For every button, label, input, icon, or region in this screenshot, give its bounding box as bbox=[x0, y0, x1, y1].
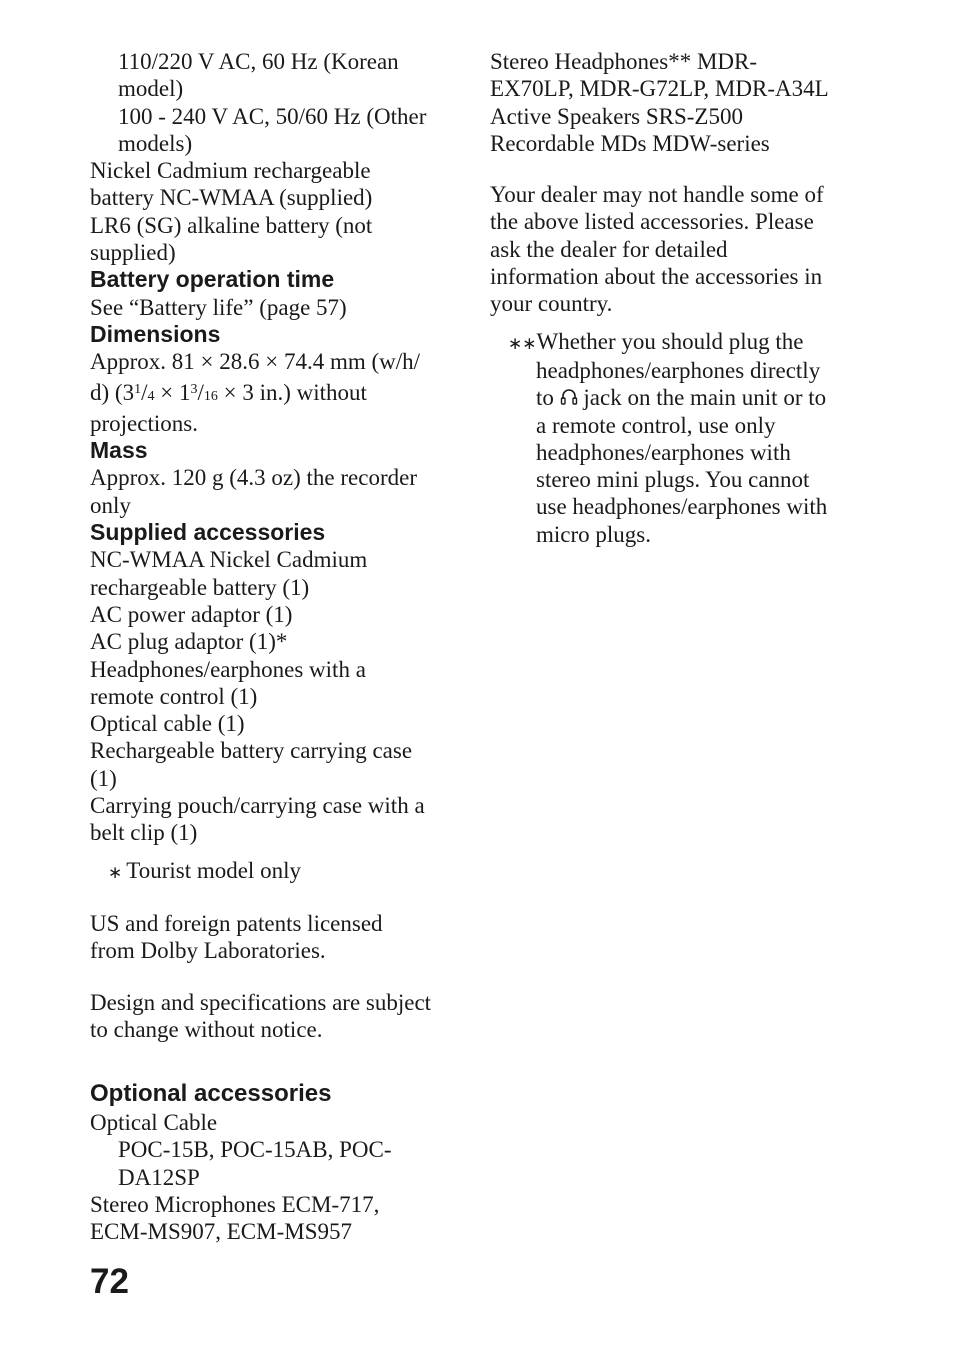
page-number: 72 bbox=[90, 1262, 129, 1301]
dimensions-prefix: d) (3 bbox=[90, 379, 135, 405]
mass-line1: Approx. 120 g (4.3 oz) the recorder bbox=[90, 465, 417, 491]
footnote-line: headphones/earphones with bbox=[536, 439, 791, 465]
power-other-line2: models) bbox=[118, 130, 193, 156]
fraction1-denominator: 4 bbox=[147, 388, 155, 404]
headphone-jack-icon bbox=[560, 388, 578, 406]
footnote-line: headphones/earphones directly bbox=[536, 357, 821, 383]
spacer bbox=[90, 965, 448, 989]
supplied-item: AC plug adaptor (1)* bbox=[90, 629, 288, 655]
spacer bbox=[90, 1043, 448, 1079]
microphones-line1: Stereo Microphones ECM-717, bbox=[90, 1191, 380, 1217]
design-line2: to change without notice. bbox=[90, 1016, 323, 1042]
footnote-star: ∗ bbox=[108, 862, 123, 882]
supplied-item: AC power adaptor (1) bbox=[90, 601, 293, 627]
battery-nicd-line1: Nickel Cadmium rechargeable bbox=[90, 158, 371, 184]
supplied-item: rechargeable battery (1) bbox=[90, 574, 310, 600]
footnote-line: stereo mini plugs. You cannot bbox=[536, 467, 810, 493]
battery-time-text: See “Battery life” (page 57) bbox=[90, 294, 347, 320]
dimensions-mid: × 1 bbox=[154, 379, 191, 405]
footnote-jack-text: jack on the main unit or to bbox=[583, 385, 827, 411]
dealer-note-line: information about the accessories in bbox=[490, 264, 823, 290]
dealer-note-line: your country. bbox=[490, 291, 613, 317]
accessory-line: Active Speakers SRS-Z500 bbox=[490, 103, 743, 129]
footnote-marker: ∗∗ bbox=[508, 333, 537, 353]
supplied-item: Headphones/earphones with a bbox=[90, 656, 366, 682]
accessory-line: Recordable MDs MDW-series bbox=[490, 130, 770, 156]
dimensions-line2: d) ($3^1/4 \times 1^3/16 \times 3$ in.) without bbox=[90, 379, 367, 405]
patents-line1: US and foreign patents licensed bbox=[90, 910, 383, 936]
optical-cable-label: Optical Cable bbox=[90, 1110, 218, 1136]
dimensions-line1: Approx. 81 × 28.6 × 74.4 mm (w/h/ bbox=[90, 349, 421, 375]
fraction2-denominator: 16 bbox=[203, 388, 218, 404]
tourist-footnote bbox=[90, 857, 448, 886]
spacer bbox=[90, 886, 448, 910]
fraction2-numerator: 3 bbox=[190, 381, 198, 397]
optical-models-line1: POC-15B, POC-15AB, POC- bbox=[118, 1137, 392, 1163]
fraction1-numerator: 1 bbox=[134, 381, 142, 397]
battery-time-heading: Battery operation time bbox=[90, 266, 335, 293]
supplied-item: Rechargeable battery carrying case bbox=[90, 738, 413, 764]
power-korean-line1: 110/220 V AC, 60 Hz (Korean bbox=[118, 49, 399, 74]
battery-lr6-line2: supplied) bbox=[90, 240, 176, 266]
footnote-text: Tourist model only bbox=[126, 857, 301, 883]
dealer-note-line: the above listed accessories. Please bbox=[490, 209, 814, 235]
spacer bbox=[490, 318, 850, 328]
mass-line2: only bbox=[90, 492, 131, 518]
left-column bbox=[90, 48, 448, 1246]
footnote-line: micro plugs. bbox=[536, 521, 651, 547]
microphones-line2: ECM-MS907, ECM-MS957 bbox=[90, 1219, 352, 1245]
accessory-line: Stereo Headphones** MDR- bbox=[490, 49, 758, 74]
footnote-to: to bbox=[536, 385, 554, 411]
power-korean-line2: model) bbox=[118, 76, 184, 102]
optional-accessories-heading: Optional accessories bbox=[90, 1080, 332, 1108]
dimensions-heading: Dimensions bbox=[90, 320, 221, 347]
supplied-item: Optical cable (1) bbox=[90, 711, 245, 737]
power-other-line1: 100 - 240 V AC, 50/60 Hz (Other bbox=[118, 103, 427, 129]
battery-nicd-line2: battery NC-WMAA (supplied) bbox=[90, 185, 373, 211]
footnote-line-with-icon bbox=[490, 384, 850, 411]
supplied-item: (1) bbox=[90, 765, 117, 791]
footnote-first-line bbox=[490, 328, 850, 357]
footnote-first-text: Whether you should plug the bbox=[536, 328, 804, 354]
supplied-item: belt clip (1) bbox=[90, 820, 198, 846]
headphones-footnote bbox=[490, 328, 850, 548]
supplied-item: remote control (1) bbox=[90, 683, 258, 709]
supplied-item: Carrying pouch/carrying case with a bbox=[90, 793, 425, 819]
supplied-accessories-heading: Supplied accessories bbox=[90, 519, 326, 546]
footnote-line: a remote control, use only bbox=[536, 412, 776, 438]
footnote-line: use headphones/earphones with bbox=[536, 494, 828, 520]
right-column bbox=[490, 48, 850, 548]
optical-models-line2: DA12SP bbox=[118, 1164, 200, 1190]
supplied-item: NC-WMAA Nickel Cadmium bbox=[90, 547, 368, 573]
dealer-note-line: ask the dealer for detailed bbox=[490, 236, 728, 262]
design-line1: Design and specifications are subject bbox=[90, 989, 432, 1015]
spacer bbox=[490, 157, 850, 181]
mass-heading: Mass bbox=[90, 437, 148, 464]
dimensions-line3: projections. bbox=[90, 410, 198, 436]
dealer-note-line: Your dealer may not handle some of bbox=[490, 182, 824, 208]
accessory-line: EX70LP, MDR-G72LP, MDR-A34L bbox=[490, 76, 829, 102]
patents-line2: from Dolby Laboratories. bbox=[90, 938, 326, 964]
battery-lr6-line1: LR6 (SG) alkaline battery (not bbox=[90, 212, 373, 238]
spacer bbox=[90, 847, 448, 857]
dimensions-suffix: × 3 in.) without bbox=[217, 379, 367, 405]
